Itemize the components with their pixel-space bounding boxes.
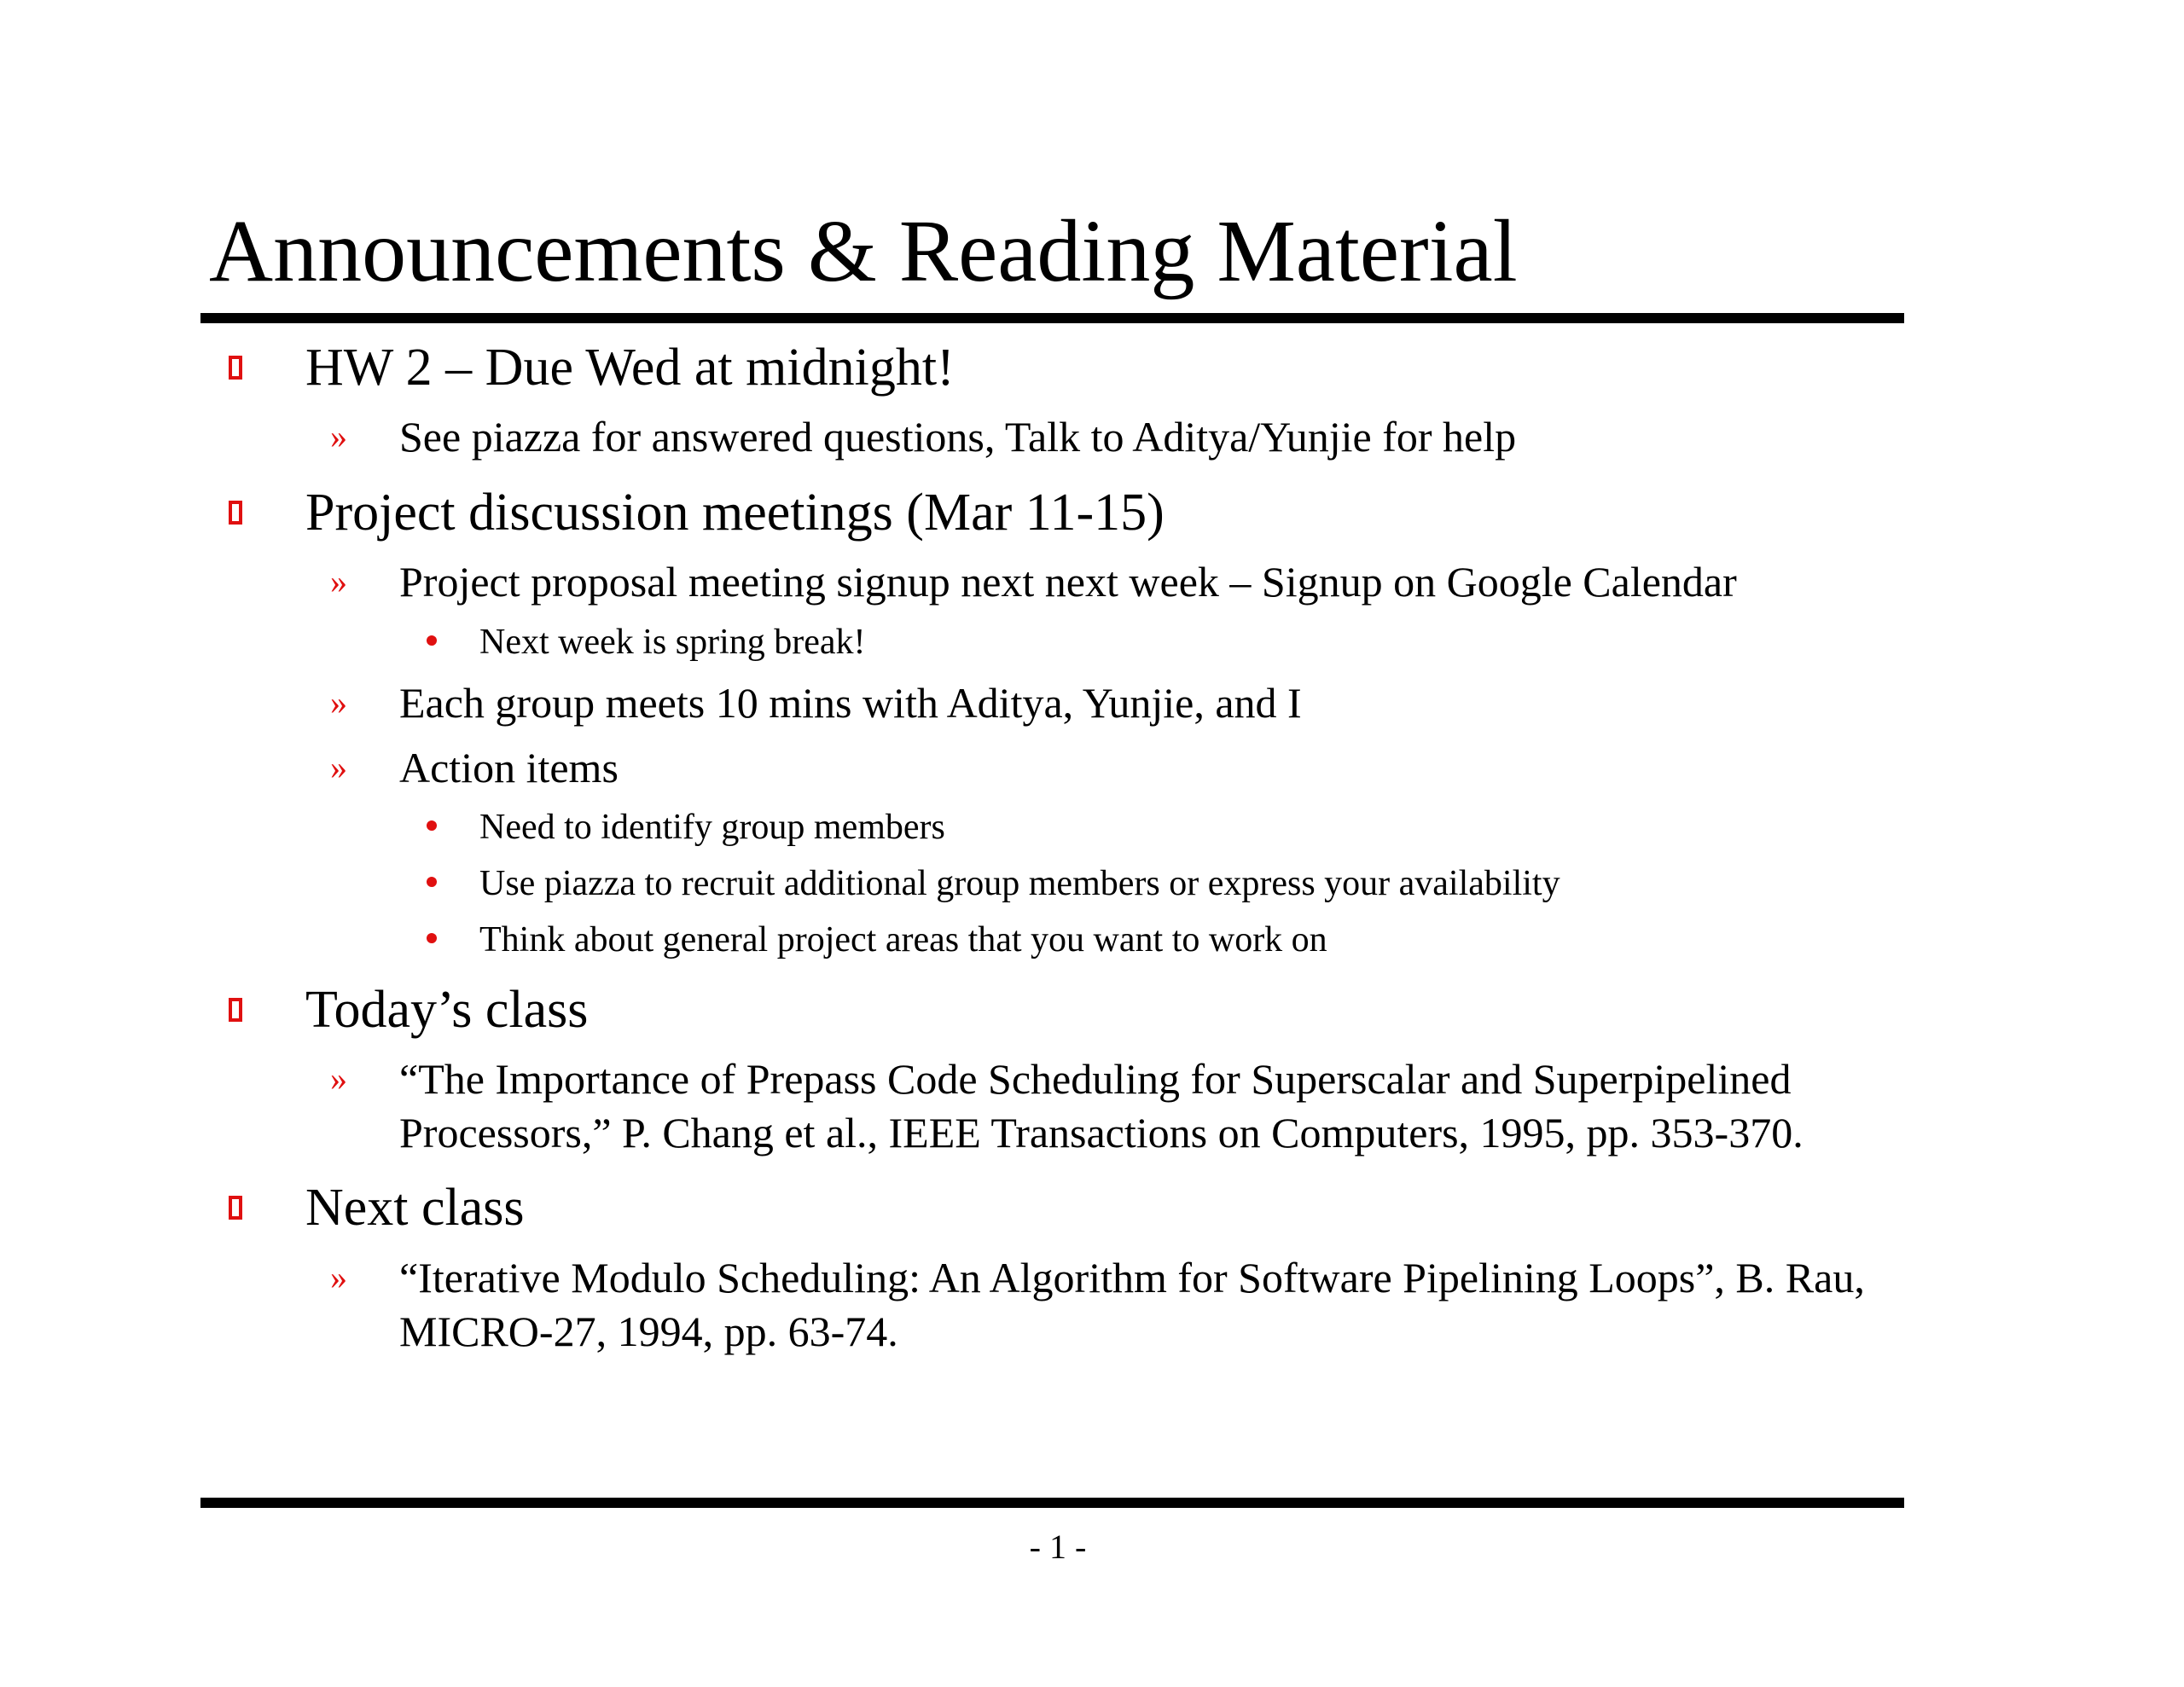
double-chevron-icon: » — [330, 417, 347, 455]
sub-bullet-text: Action items — [399, 744, 619, 791]
double-chevron-icon: » — [330, 683, 347, 722]
sub-bullet-text-line1: “Iterative Modulo Scheduling: An Algorithm for Software Pipelining Loops”, B. Rau, — [399, 1254, 1865, 1301]
dot-bullet-icon — [427, 635, 437, 646]
footer-divider — [200, 1498, 1904, 1508]
bullet-text: HW 2 – Due Wed at midnight! — [305, 339, 955, 397]
sub-sub-bullet-text: Use piazza to recruit additional group members or express your availability — [479, 864, 1560, 903]
sub-sub-bullet-text: Need to identify group members — [479, 808, 945, 847]
sub-bullet-text-line1: “The Importance of Prepass Code Scheduling for Superscalar and Superpipelined — [399, 1055, 1792, 1103]
square-bullet-icon — [229, 998, 242, 1022]
sub-bullet-text-line2: Processors,” P. Chang et al., IEEE Transactions on Computers, 1995, pp. 353-370. — [399, 1109, 1804, 1157]
slide-title: Announcements & Reading Material — [209, 202, 1518, 300]
dot-bullet-icon — [427, 820, 437, 831]
double-chevron-icon: » — [330, 748, 347, 786]
sub-bullet-text: See piazza for answered questions, Talk to Aditya/Yunjie for help — [399, 413, 1517, 461]
bullet-text: Today’s class — [305, 981, 589, 1039]
sub-bullet-text: Each group meets 10 mins with Aditya, Yunjie, and I — [399, 679, 1302, 727]
bullet-text: Project discussion meetings (Mar 11-15) — [305, 484, 1165, 542]
square-bullet-icon — [229, 1196, 242, 1220]
square-bullet-icon — [229, 356, 242, 380]
sub-bullet-text: Project proposal meeting signup next next week – Signup on Google Calendar — [399, 558, 1737, 606]
double-chevron-icon: » — [330, 1258, 347, 1296]
square-bullet-icon — [229, 501, 242, 525]
sub-sub-bullet-text: Next week is spring break! — [479, 623, 866, 662]
dot-bullet-icon — [427, 933, 437, 943]
sub-sub-bullet-text: Think about general project areas that you want to work on — [479, 920, 1327, 959]
sub-bullet-text-line2: MICRO-27, 1994, pp. 63-74. — [399, 1307, 898, 1355]
page-number: - 1 - — [1029, 1528, 1087, 1566]
double-chevron-icon: » — [330, 562, 347, 600]
bullet-text: Next class — [305, 1179, 525, 1237]
double-chevron-icon: » — [330, 1059, 347, 1098]
dot-bullet-icon — [427, 877, 437, 887]
title-divider — [200, 313, 1904, 323]
